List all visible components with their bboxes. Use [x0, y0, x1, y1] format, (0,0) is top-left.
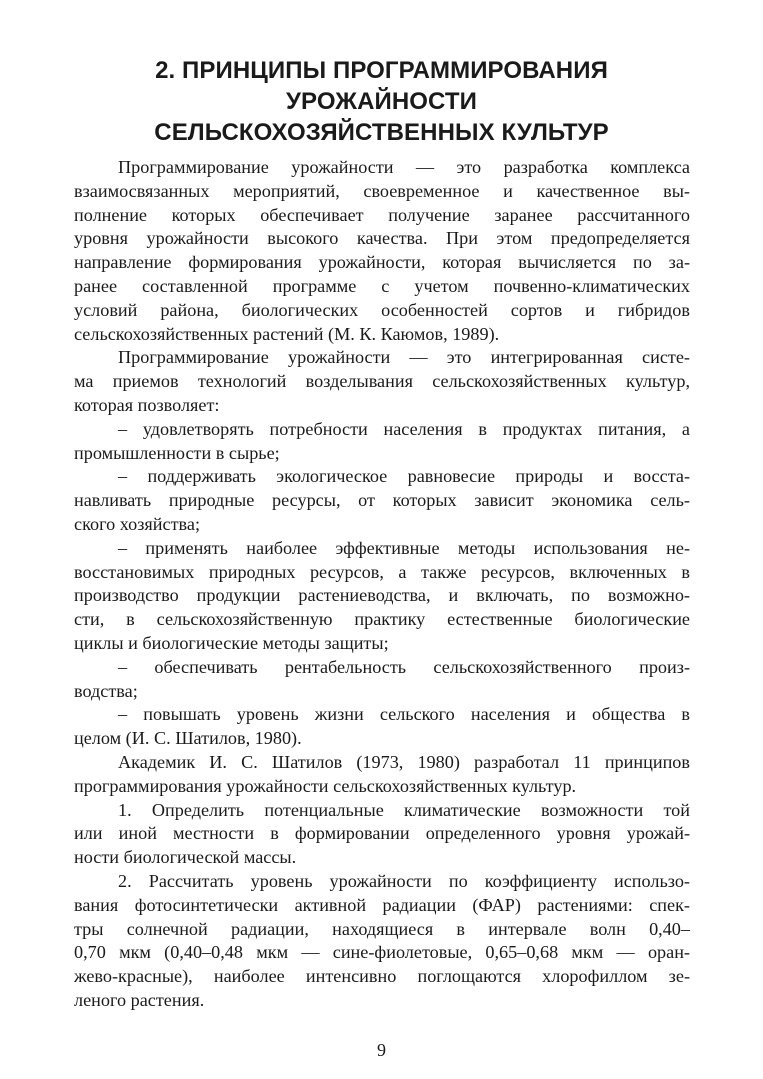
paragraph-line: Программирование урожайности — это интегрированная систе-: [118, 347, 690, 368]
chapter-heading-line-1: 2. ПРИНЦИПЫ ПРОГРАММИРОВАНИЯ: [155, 57, 608, 84]
paragraph-line: полнение которых обеспечивает получение заранее рассчитанного: [74, 204, 690, 225]
paragraph: [74, 870, 690, 1013]
paragraph-line: – удовлетворять потребности населения в продуктах питания, а: [118, 418, 690, 439]
paragraph-line: Академик И. С. Шатилов (1973, 1980) разработал 11 принципов: [118, 751, 690, 772]
paragraph-line: 1. Определить потенциальные климатические возможности той: [118, 799, 690, 820]
paragraph: [74, 537, 690, 656]
paragraph-line: навливать природные ресурсы, от которых зависит экономика сель-: [74, 490, 690, 511]
paragraph: [74, 799, 690, 870]
chapter-heading-line-2: УРОЖАЙНОСТИ: [286, 88, 477, 115]
paragraph-line: леного растения.: [74, 989, 205, 1010]
paragraph-line: тры солнечной радиации, находящиеся в интервале волн 0,40–: [74, 918, 690, 939]
paragraph: [74, 418, 690, 466]
paragraph-line: ности биологической массы.: [74, 847, 297, 868]
paragraph-line: программирования урожайности сельскохозяйственных культур.: [74, 775, 577, 796]
paragraph-line: – применять наиболее эффективные методы использования не-: [118, 537, 690, 558]
paragraph-line: целом (И. С. Шатилов, 1980).: [74, 728, 302, 749]
paragraph: [74, 703, 690, 751]
chapter-heading-line-3: СЕЛЬСКОХОЗЯЙСТВЕННЫХ КУЛЬТУР: [154, 119, 609, 146]
paragraph-line: водства;: [74, 680, 138, 701]
paragraph-line: ранее составленной программе с учетом почвенно-климатических: [74, 275, 690, 296]
paragraph-line: ма приемов технологий возделывания сельскохозяйственных культур,: [74, 371, 690, 392]
paragraph-line: вания фотосинтетически активной радиации (ФАР) растениями: спек-: [74, 894, 690, 915]
paragraph-line: сти, в сельскохозяйственную практику естественные биологические: [74, 609, 690, 630]
paragraph-line: жево-красные), наиболее интенсивно поглощаются хлорофиллом зе-: [74, 966, 690, 987]
paragraph-line: – обеспечивать рентабельность сельскохозяйственного произ-: [118, 656, 690, 677]
paragraph: [74, 156, 690, 346]
paragraph-line: 0,70 мкм (0,40–0,48 мкм — сине-фиолетовые, 0,65–0,68 мкм — оран-: [74, 942, 690, 963]
paragraph: [74, 751, 690, 799]
paragraph-line: сельскохозяйственных растений (М. К. Каюмов, 1989).: [74, 323, 500, 344]
page-number: 9: [377, 1040, 386, 1060]
paragraph-line: производство продукции растениеводства, и включать, по возможно-: [74, 585, 690, 606]
paragraph-line: Программирование урожайности — это разработка комплекса: [118, 157, 690, 177]
paragraph-line: взаимосвязанных мероприятий, своевременное и качественное вы-: [74, 180, 690, 201]
paragraph-line: уровня урожайности высокого качества. При этом предопределяется: [74, 228, 690, 249]
paragraph-line: циклы и биологические методы защиты;: [74, 632, 389, 653]
paragraph-line: восстановимых природных ресурсов, а также ресурсов, включенных в: [74, 561, 690, 582]
paragraph-line: условий района, биологических особенностей сортов и гибридов: [74, 299, 690, 320]
paragraph-line: – повышать уровень жизни сельского населения и общества в: [118, 704, 690, 725]
paragraph: [74, 346, 690, 417]
paragraph: [74, 656, 690, 704]
paragraph-line: которая позволяет:: [74, 394, 220, 415]
paragraph: [74, 465, 690, 536]
body-text: [74, 156, 690, 1013]
paragraph-line: или иной местности в формировании определенного уровня урожай-: [74, 823, 690, 844]
chapter-heading: [60, 55, 703, 148]
paragraph-line: направление формирования урожайности, которая вычисляется по за-: [74, 252, 690, 273]
paragraph-line: 2. Рассчитать уровень урожайности по коэффициенту использо-: [118, 870, 690, 891]
paragraph-line: промышленности в сырье;: [74, 442, 280, 463]
paragraph-line: ского хозяйства;: [74, 513, 200, 534]
paragraph-line: – поддерживать экологическое равновесие природы и восста-: [118, 466, 690, 487]
